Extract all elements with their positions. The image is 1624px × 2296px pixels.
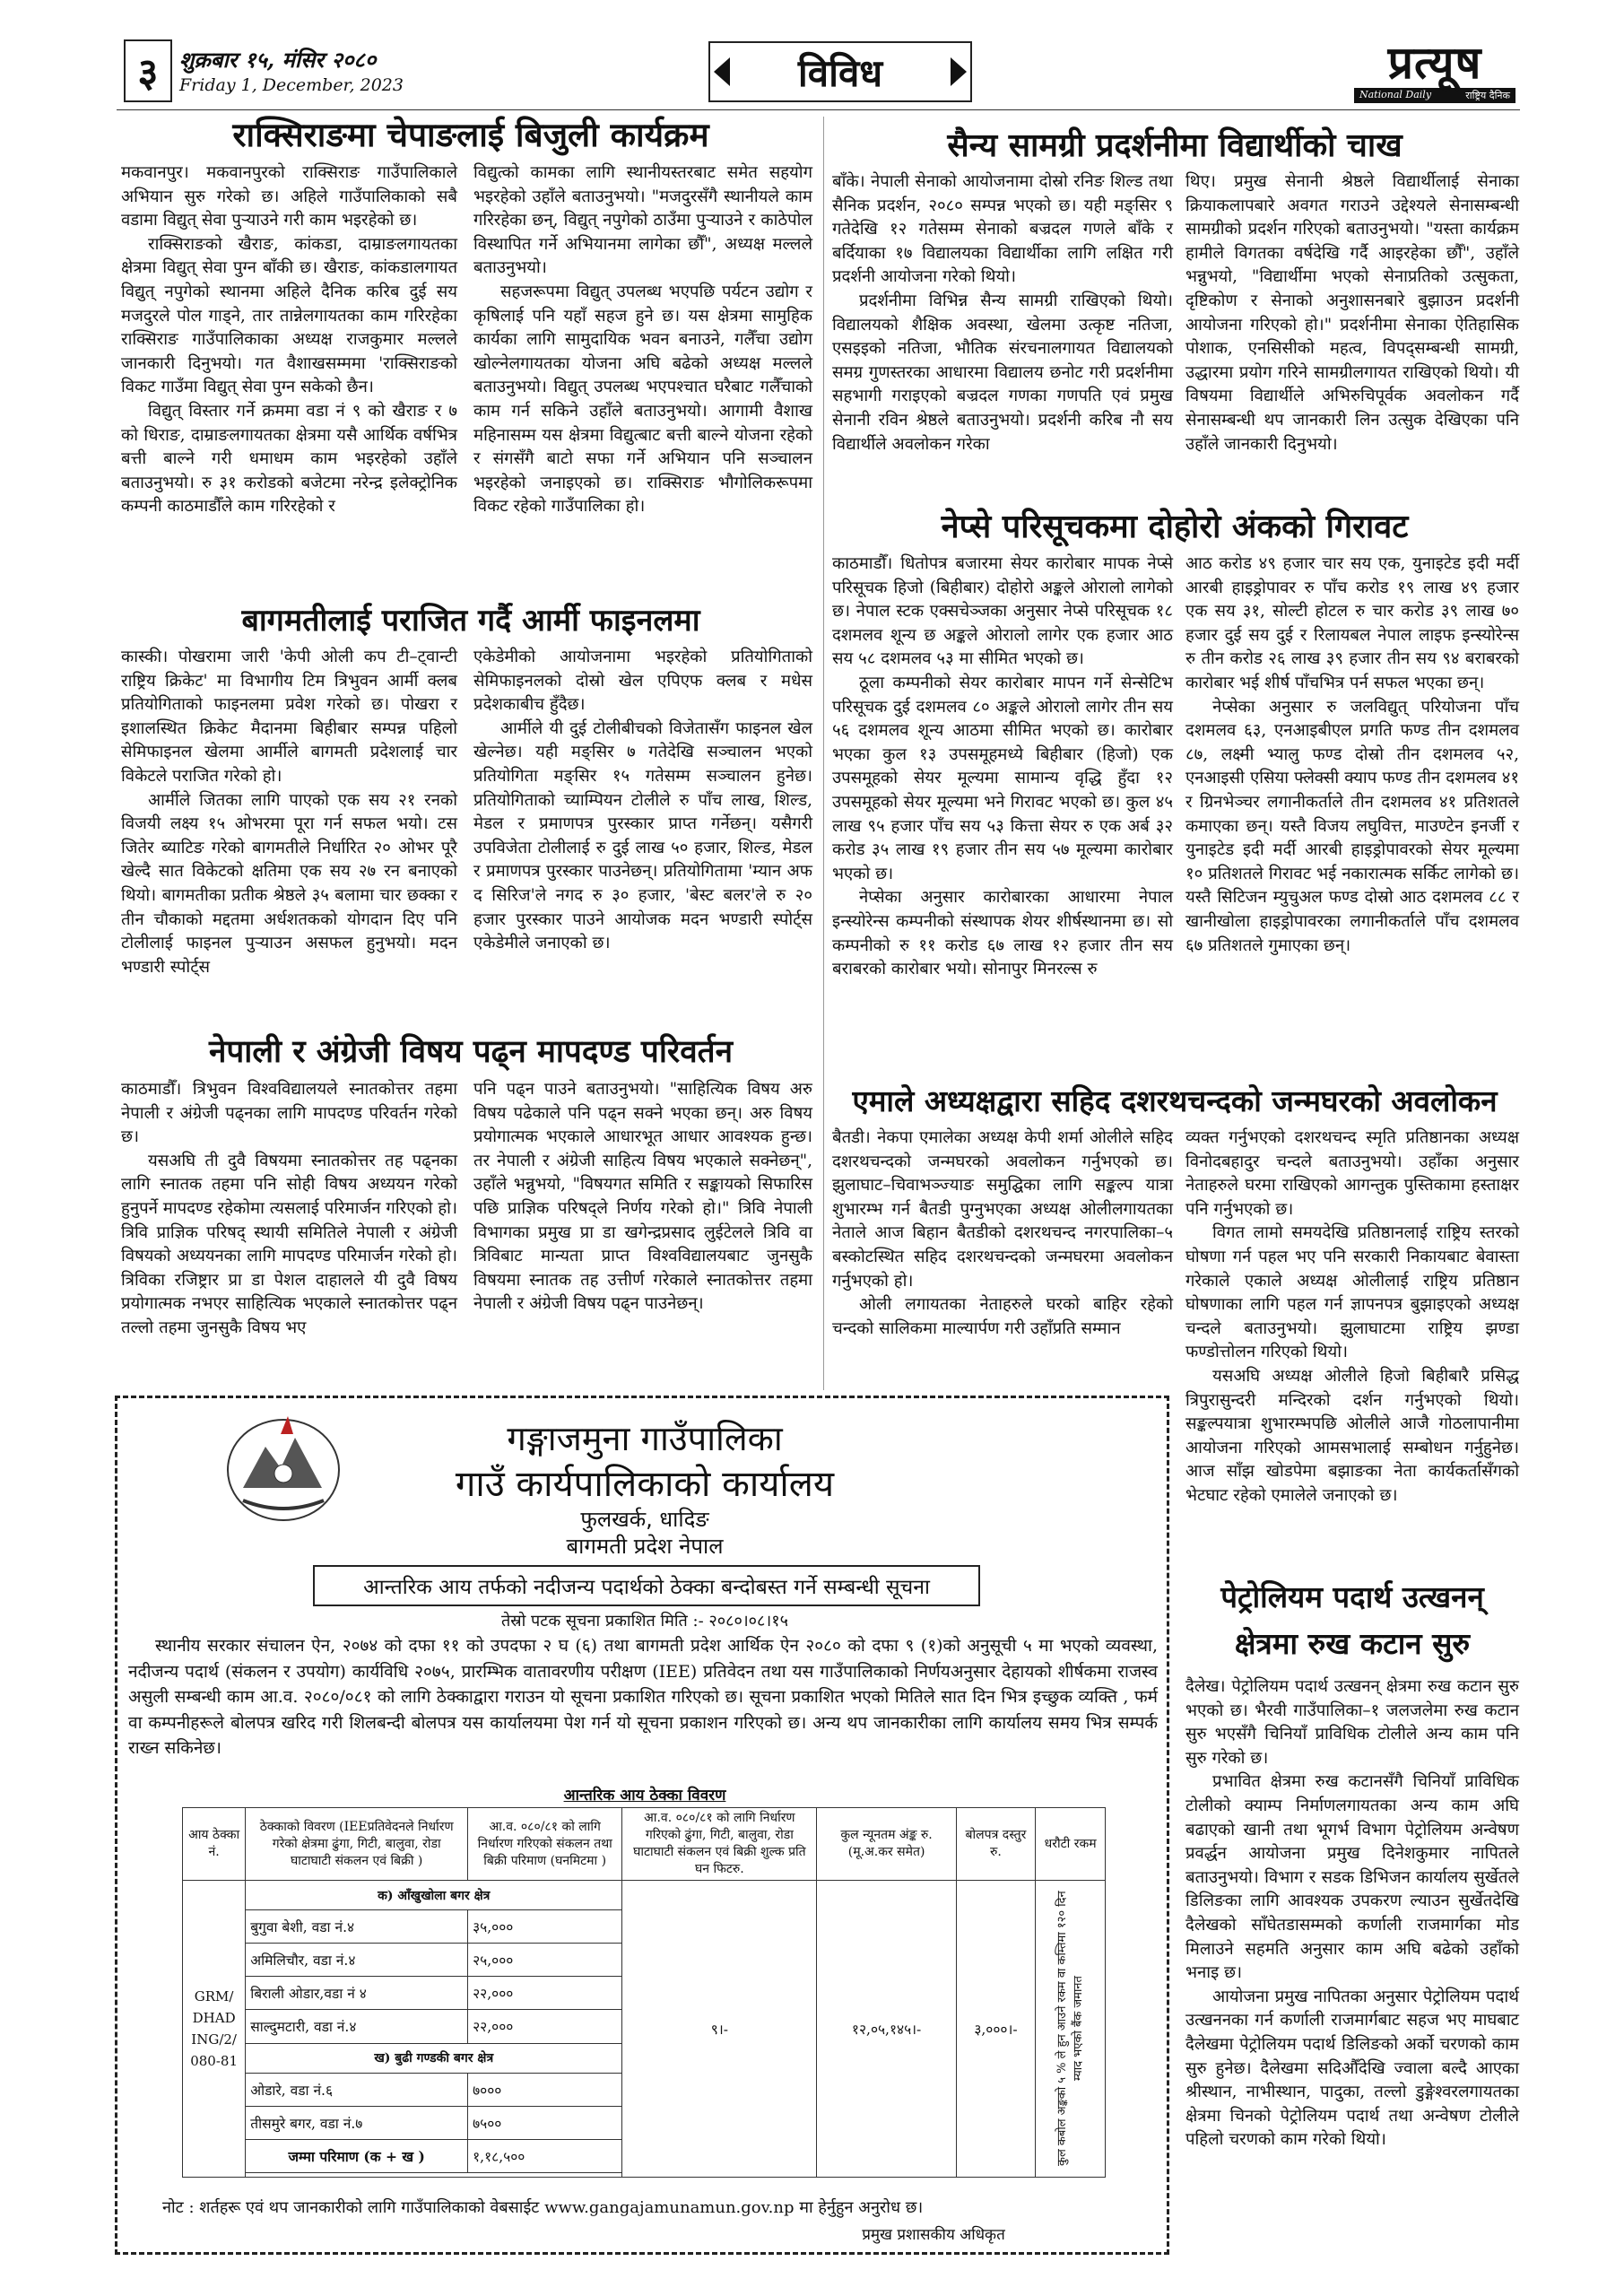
article-exhibit-col1 — [832, 170, 1173, 457]
page-number-box — [124, 39, 172, 102]
article-raksirang-col1 — [121, 161, 457, 519]
masthead-logo — [1354, 36, 1515, 108]
brand-tagline-np: राष्ट्रिय दैनिक — [1465, 90, 1510, 101]
paragraph: बाँके। नेपाली सेनाको आयोजनामा दोस्रो रनिङ शिल्ड तथा सैनिक प्रदर्शन, २०८० सम्पन्न भएको छ। यही मङ्सिर ९ गतेदेखि १२ गतेसम्म सेनाको बज्रदल गणले बाँके र बर्दियाका १७ विद्यालयका विद्यार्थीका लागि लक्षित गरी प्रदर्शनी आयोजना गरेको थियो। — [832, 172, 1173, 287]
paragraph: आठ करोड ४९ हजार चार सय एक, युनाइटेड इदी मर्दी आरबी हाइड्रोपावर रु पाँच करोड १९ लाख ४९ हजार एक सय ३१, सोल्टी होटल रु चार करोड ३९ लाख ७० हजार दुई सय दुई र रिलायबल नेपाल लाइफ इन्स्योरेन्स रु तीन करोड २६ लाख ३९ हजार तीन सय ९४ बराबरको कारोबार भई शीर्ष पाँचभित्र पर्न सफल भएका छन्। — [1185, 554, 1519, 692]
th-description: ठेक्काको विवरण (IEEप्रतिवेदनले निर्धारण गरेको क्षेत्रमा ढुंगा, गिटी, बालुवा, रोडा घाटाघाटी संकलन एवं बिक्री ) — [246, 1808, 468, 1881]
headline-uml-dashrath: एमाले अध्यक्षद्वारा सहिद दशरथचन्दको जन्मघरको अवलोकन — [852, 1083, 1498, 1118]
paragraph: विगत लामो समयदेखि प्रतिष्ठानलाई राष्ट्रिय स्तरको घोषणा गर्न पहल भए पनि सरकारी निकायबाट बेवास्ता गरेकाले एकाले अध्यक्ष ओलीलाई राष्ट्रिय प्रतिष्ठान घोषणाका लागि पहल गर्न ज्ञापनपत्र बुझाइएको अध्यक्ष चन्दले बताउनुभयो। झुलाघाटमा राष्ट्रिय झण्डा फण्डोत्तोलन गरिएको थियो। — [1185, 1223, 1519, 1362]
th-deposit: धरौटी रकम — [1036, 1808, 1106, 1881]
headline-military-exhibit: सैन्य सामग्री प्रदर्शनीमा विद्यार्थीको चाख — [947, 127, 1403, 164]
qty: ७५०० — [468, 2106, 622, 2139]
paragraph: पनि पढ्न पाउने बताउनुभयो। "साहित्यिक विषय अरु विषय पढेकाले पनि पढ्न सक्ने भएका छन्। अरु विषय प्रयोगात्मक भएकाले आधारभूत आधार आवश्यक हुन्छ। तर नेपाली र अंग्रेजी साहित्य विषय भएकाले सक्नेछन्", उहाँले भन्नुभयो, "विषयगत समिति र सङ्कायको सिफारिस पछि प्राज्ञिक परिषद्ले निर्णय गरेको हो।" त्रिवि नेपाली विभागका प्रमुख प्रा डा खगेन्द्रप्रसाद लुईटेलले त्रिवि वा त्रिविबाट मान्यता प्राप्त विश्वविद्यालयबाट जुनसुकै विषयमा स्नातक तह उत्तीर्ण गरेकाले स्नातकोत्तर तहमा नेपाली र अंग्रेजी विषय पढ्न पाउनेछन्। — [473, 1080, 812, 1314]
paragraph: ओली लगायतका नेताहरुले घरको बाहिर रहेको चन्दको सालिकमा माल्यार्पण गरी उहाँप्रति सम्मान — [832, 1295, 1173, 1338]
headline-raksirang: राक्सिराङमा चेपाङलाई बिजुली कार्यक्रम — [232, 116, 709, 154]
article-tu-col1 — [121, 1078, 457, 1341]
article-tu-col2 — [473, 1078, 812, 1317]
paragraph: मकवानपुर। मकवानपुरको राक्सिराङ गाउँपालिकाले अभियान सुरु गरेको छ। अहिले गाउँपालिकाको सबै वडामा विद्युत् सेवा पुर्‍याउने गरी काम भइरहेको छ। — [121, 163, 457, 230]
headline-petroleum-2: क्षेत्रमा रुख कटान सुरु — [1234, 1626, 1471, 1661]
paragraph: आर्मीले जितका लागि पाएको एक सय २१ रनको विजयी लक्ष्य १५ ओभरमा पूरा गर्न सफल भयो। टस जितेर ब्याटिङ गरेको बागमतीले निर्धारित २० ओभर पूरै खेल्दै सात विकेटको क्षतिमा एक सय २७ रन बनाएको थियो। बागमतीका प्रतीक श्रेष्ठले ३५ बलामा चार छक्का र तीन चौकाको मद्दतमा अर्धशतकको योगदान दिए पनि टोलीलाई फाइनल पुर्‍याउन असफल हुनुभयो। मदन भण्डारी स्पोर्ट्स — [121, 790, 457, 977]
headline-army-final: बागमतीलाई पराजित गर्दै आर्मी फाइनलमा — [241, 603, 700, 639]
paragraph: नेप्सेका अनुसार कारोबारका आधारमा नेपाल इन्स्योरेन्स कम्पनीको संस्थापक शेयर शीर्षस्थानमा छ। सो कम्पनीको रु ११ करोड ६७ लाख १२ हजार तीन सय बराबरको कारोबार भयो। सोनापुर मिनरल्स रु — [832, 888, 1173, 979]
paragraph: थिए। प्रमुख सेनानी श्रेष्ठले विद्यार्थीलाई सेनाका क्रियाकलापबारे अवगत गराउने उद्देश्यले सेनासम्बन्धी सामग्रीको प्रदर्शन गरिएको बताउनुभयो। "यस्ता कार्यक्रम हामीले विगतका वर्षदेखि गर्दै आइरहेका छौँ", उहाँले भन्नुभयो, "विद्यार्थीमा भएको सेनाप्रतिको उत्सुकता, दृष्टिकोण र सेनाको अनुशासनबारे बुझाउन प्रदर्शनी आयोजना गरिएको हो।" प्रदर्शनीमा सेनाका ऐतिहासिक पोशाक, एनसिसीको महत्व, विपद्सम्बन्धी सामग्री, उद्धारमा प्रयोग गरिने सामग्रीलगायत राखिएको थियो। यी विषयमा विद्यार्थीले अभिरुचिपूर्वक अवलोकन गर्दै सेनासम्बन्धी थप जानकारी लिन उत्सुक देखिएका पनि उहाँले जानकारी दिनुभयो। — [1185, 172, 1519, 454]
notice-signature: प्रमुख प्रशासकीय अधिकृत — [862, 2226, 1005, 2244]
article-army-col1 — [121, 646, 457, 979]
paragraph: विद्युत् विस्तार गर्ने क्रममा वडा नं ९ को खैराङ र ७ को धिराङ, दाम्राङलगायतका क्षेत्रमा यसै आर्थिक वर्षभित्र बत्ती बाल्ने गरी धमाधम काम भइरहेको उहाँले बताउनुभयो। रु ३१ करोडको बजेटमा नरेन्द्र इलेक्ट्रोनिक कम्पनी काठमाडौँले काम गरिरहेको र — [121, 401, 457, 517]
qty: ३५,००० — [468, 1910, 622, 1944]
headline-petroleum-1: पेट्रोलियम पदार्थ उत्खनन् — [1220, 1579, 1484, 1614]
paragraph: ठूला कम्पनीको सेयर कारोबार मापन गर्ने सेन्सेटिभ परिसूचक दुई दशमलव ८० अङ्कले ओरालो लागेर तीन सय ५६ दशमलव शून्य आठमा सीमित भएको छ। कारोबार भएका कुल १३ उपसमूहमध्ये बिहीबार (हिजो) एक उपसमूहको सेयर मूल्यमा सामान्य वृद्धि हुँदा १२ उपसमूहको सेयर मूल्यमा भने गिरावट भएको छ। कुल ४५ लाख ९५ हजार पाँच सय ५३ कित्ता सेयर रु एक अर्ब ३२ करोड ३५ लाख १९ हजार तीन सय ५७ मूल्यमा कारोबार भएको छ। — [832, 673, 1173, 883]
total-label: जम्मा परिमाण (क + ख ) — [246, 2139, 468, 2172]
paragraph: विद्युत्को कामका लागि स्थानीयस्तरबाट समेत सहयोग भइरहेको उहाँले बताउनुभयो। "मजदुरसँगै स्थानीयले काम गरिरहेका छन्, विद्युत् नपुगेको ठाउँमा पुर्‍याउने र काठेपोल विस्थापित गर्ने अभियानमा लागेका छौँ", अध्यक्ष मल्लले बताउनुभयो। — [473, 163, 812, 278]
org-office: गाउँ कार्यपालिकाको कार्यालय — [455, 1464, 835, 1505]
section-title: विविध — [797, 50, 883, 95]
article-exhibit-col2 — [1185, 170, 1519, 457]
brand-name: प्रत्यूष — [1387, 37, 1482, 89]
paragraph: यसअघि ती दुवै विषयमा स्नातकोत्तर तह पढ्नका लागि स्नातक तहमा पनि सोही विषय अध्ययन गरेको हुनुपर्ने मापदण्ड रहेकोमा त्यसलाई परिमार्जन गरिएको हो। त्रिवि प्राज्ञिक परिषद् स्थायी समितिले नेपाली र अंग्रेजी विषयको अध्ययनका लागि मापदण्ड परिमार्जन गरेको हो। त्रिविका रजिष्ट्रार प्रा डा पेशल दाहालले यी दुवै विषय प्रयोगात्मक नभएर साहित्यिक भएकाले स्नातकोत्तर पढ्न तल्लो तहमा जुनसुकै विषय भए — [121, 1151, 457, 1337]
place: बिराली ओडार,वडा नं ४ — [246, 1977, 468, 2010]
article-dashrath-col2 — [1185, 1126, 1519, 1509]
min-amount-value: १२,०५,१४५।- — [817, 1881, 956, 2178]
paragraph: राक्सिराङको खैराङ, कांकडा, दाम्राङलगायतका क्षेत्रमा विद्युत् सेवा पुग्न बाँकी छ। खैराङ, कांकडालगायत विद्युत् नपुगेको स्थानमा अहिले दैनिक करिब दुई सय मजदुरले पोल गाड्ने, तार तान्नेलगायतका काम गरिरहेका राक्सिराङ गाउँपालिकाका अध्यक्ष राजकुमार मल्लले जानकारी दिनुभयो। गत वैशाखसम्ममा 'राक्सिराङको विकट गाउँमा विद्युत् सेवा पुग्न सकेको छैन। — [121, 234, 457, 397]
th-min-amount: कुल न्यूनतम अंङ्क रु. (मू.अ.कर समेत) — [817, 1808, 956, 1881]
qty: २२,००० — [468, 2010, 622, 2043]
table-caption: आन्तरिक आय ठेक्का विवरण — [563, 1787, 726, 1805]
date-nepali: शुक्रबार १५, मंसिर २०८० — [179, 47, 377, 73]
paragraph: सहजरूपमा विद्युत् उपलब्ध भएपछि पर्यटन उद्योग र कृषिलाई पनि यहाँ सहज हुने छ। यस क्षेत्रमा सामुहिक कार्यका लागि सामुदायिक भवन बनाउने, गलैँचा उद्योग खोल्नेलगायतका योजना अघि बढेको अध्यक्ष मल्लले बताउनुभयो। विद्युत् उपलब्ध भएपश्चात घरैबाट गलैँचाको काम गर्न सकिने उहाँले बताउनुभयो। आगामी वैशाख महिनासम्म यस क्षेत्रमा विद्युत्बाट बत्ती बाल्ने योजना रहेको र संगसँगै बाटो सफा गर्ने अभियान पनि सञ्चालन भइरहेको जनाइएको छ। राक्सिराङ भौगोलिकरूपमा विकट रहेको गाउँपालिका हो। — [473, 282, 812, 517]
headline-nepali-english: नेपाली र अंग्रेजी विषय पढ्न मापदण्ड परिवर्तन — [208, 1034, 734, 1070]
total-qty: १,१८,५०० — [468, 2139, 622, 2172]
notice-title-box — [313, 1565, 980, 1606]
bid-fee-value: ३,०००।- — [956, 1881, 1035, 2178]
paragraph: काठमाडौँ। त्रिभुवन विश्वविद्यालयले स्नातकोत्तर तहमा नेपाली र अंग्रेजी पढ्नका लागि मापदण्ड परिवर्तन गरेको छ। — [121, 1080, 457, 1147]
qty: २५,००० — [468, 1944, 622, 1977]
article-nepse-col2 — [1185, 552, 1519, 958]
th-quantity: आ.व. ०८०/८१ को लागि निर्धारण गरिएको संकलन तथा बिक्री परिमाण (घनमिटमा ) — [468, 1808, 622, 1881]
org-address: फुलखर्क, धादिङ — [580, 1507, 709, 1532]
article-dashrath-col1 — [832, 1126, 1173, 1341]
notice-footnote: नोट : शर्तहरू एवं थप जानकारीको लागि गाउँपालिकाको वेबसाईट www.gangajamunamun.gov.np मा हेर्नुहुन अनुरोध छ। — [162, 2198, 924, 2217]
qty: ७००० — [468, 2073, 622, 2106]
headline-nepse: नेप्से परिसूचकमा दोहोरो अंकको गिरावट — [941, 509, 1409, 545]
place: अमिलिचौर, वडा नं.४ — [246, 1944, 468, 1977]
section-header — [708, 41, 972, 102]
masthead-rule — [117, 109, 1520, 110]
place: बुगुवा बेशी, वडा नं.४ — [246, 1910, 468, 1944]
notice-title: आन्तरिक आय तर्फको नदीजन्य पदार्थको ठेक्का बन्दोबस्त गर्ने सम्बन्धी सूचना — [363, 1576, 930, 1599]
article-army-col2 — [473, 646, 812, 956]
page-number: ३ — [137, 50, 159, 96]
place: ओडारे, वडा नं.६ — [246, 2073, 468, 2106]
arrow-right-icon — [951, 57, 967, 86]
public-notice — [115, 1396, 1169, 2255]
th-rate: आ.व. ०८०/८१ को लागि निर्धारण गरिएको ढुंगा, गिटी, बालुवा, रोडा घाटाघाटी संकलन एवं बिक्री शुल्क प्रति घन फिटरु. — [622, 1808, 817, 1881]
notice-body: स्थानीय सरकार संचालन ऐन, २०७४ को दफा ११ को उपदफा २ घ (६) तथा बागमती प्रदेश आर्थिक ऐन २०८० को दफा ९ (१)को अनुसूची ५ मा भएको व्यवस्था, नदीजन्य पदार्थ (संकलन र उपयोग) कार्यविधि २०७५, प्रारम्भिक वातावरणीय परीक्षण (IEE) प्रतिवेदन तथा यस गाउँपालिकाको निर्णयअनुसार देहायको शीर्षकमा राजस्व असुली सम्बन्धी काम आ.व. २०८०/०८१ को लागि ठेक्काद्वारा गराउन यो सूचना प्रकाशित गरिएको छ। सूचना प्रकाशित भएको मितिले सात दिन भित्र इच्छुक व्यक्ति , फर्म वा कम्पनीहरूले बोलपत्र खरिद गरी शिलबन्दी बोलपत्र यस कार्यालयमा पेश गर्न यो सूचना प्रकाशन गरिएको छ। अन्य थप जानकारीका लागि कार्यालय समय भित्र सम्पर्क राख्न सकिनेछ। — [128, 1636, 1158, 1758]
group-b-label: ख) बुढी गण्डकी बगर क्षेत्र — [246, 2043, 622, 2073]
place: तीसमुरे बगर, वडा नं.७ — [246, 2106, 468, 2139]
org-province: बागमती प्रदेश नेपाल — [566, 1534, 724, 1559]
th-bid-fee: बोलपत्र दस्तुर रु. — [956, 1808, 1035, 1881]
paragraph: प्रदर्शनीमा विभिन्न सैन्य सामग्री राखिएको थियो। विद्यालयको शैक्षिक अवस्था, खेलमा उत्कृष्ट नतिजा, एसइइको नतिजा, भौतिक संरचनालगायत विद्यालयको समग्र गुणस्तरका आधारमा विद्यालय छनोट गरी प्रदर्शनीमा सहभागी गराइएको बज्रदल गणका गणपति एवं प्रमुख सेनानी रविन श्रेष्ठले बताउनुभयो। प्रदर्शनी करिब नौ सय विद्यार्थीले अवलोकन गरेका — [832, 291, 1173, 454]
deposit-text: कुल कबोल अङ्कको ५ % ले हुन आउने रकम वा कम्तिमा १२० दिन म्याद भएको बैंक जमानत — [1055, 1891, 1085, 2167]
paragraph: व्यक्त गर्नुभएको दशरथचन्द स्मृति प्रतिष्ठानका अध्यक्ष विनोदबहादुर चन्दले बताउनुभयो। उहाँका अनुसार नेताहरुले घरमा राखिएको आगन्तुक पुस्तिकामा हस्ताक्षर पनि गर्नुभएको छ। — [1185, 1128, 1519, 1219]
article-raksirang-col2 — [473, 161, 812, 519]
group-a-label: क) आँखुखोला बगर क्षेत्र — [246, 1881, 622, 1910]
rate-value: ९।- — [622, 1881, 817, 2178]
publish-date: तेस्रो पटक सूचना प्रकाशित मिति :- २०८०।०८।१५ — [501, 1612, 788, 1631]
paragraph: बैतडी। नेकपा एमालेका अध्यक्ष केपी शर्मा ओलीले सहिद दशरथचन्दको जन्मघरको अवलोकन गर्नुभएको छ। झुलाघाट–चिवाभञ्ज्याङ समुद्घिका लागि सङ्कल्प यात्रा शुभारम्भ गर्न बैतडी पुग्नुभएका अध्यक्ष ओलीलगायतका नेताले आज बिहान बैतडीको दशरथचन्द नगरपालिका–५ बस्कोटस्थित सहिद दशरथचन्दको जन्मघरमा अवलोकन गर्नुभएको हो। — [832, 1128, 1173, 1291]
deposit-cell — [1036, 1881, 1106, 2178]
th-contract-no: आय ठेक्का नं. — [183, 1808, 246, 1881]
paragraph: कास्की। पोखरामा जारी 'केपी ओली कप टी–ट्वान्टी राष्ट्रिय क्रिकेट' मा विभागीय टिम त्रिभुवन आर्मी क्लब प्रतियोगिताको फाइनलमा प्रवेश गरेको छ। पोखरा र इशालस्थित क्रिकेट मैदानमा बिहीबार सम्पन्न पहिलो सेमिफाइनल खेलमा आर्मीले बागमती प्रदेशलाई चार विकेटले पराजित गरेको हो। — [121, 648, 457, 786]
qty: २२,००० — [468, 1977, 622, 2010]
arrow-left-icon — [714, 57, 730, 86]
article-nepse-col1 — [832, 552, 1173, 982]
contract-no: GRM/ DHAD ING/2/ 080-81 — [183, 1881, 246, 2178]
article-petroleum — [1185, 1675, 1519, 2152]
paragraph: दैलेख। पेट्रोलियम पदार्थ उत्खनन् क्षेत्रमा रुख कटान सुरु भएको छ। भैरवी गाउँपालिका–१ जलजलेमा रुख कटान सुरु भएसँगै चिनियाँ प्राविधिक टोलीले अन्य काम पनि सुरु गरेको छ। — [1185, 1677, 1519, 1768]
place: साल्दुमटारी, वडा नं.४ — [246, 2010, 468, 2043]
date-english: Friday 1, December, 2023 — [179, 75, 404, 95]
paragraph: काठमाडौँ। धितोपत्र बजारमा सेयर कारोबार मापक नेप्से परिसूचक हिजो (बिहीबार) दोहोरो अङ्कले ओरालो लागेको छ। नेपाल स्टक एक्सचेञ्जका अनुसार नेप्से परिसूचक १८ दशमलव शून्य छ अङ्कले ओरालो लागेर एक हजार आठ सय ५८ दशमलव ५३ मा सीमित भएको छ। — [832, 554, 1173, 669]
paragraph: आयोजना प्रमुख नापितका अनुसार पेट्रोलियम पदार्थ उत्खननका गर्न कर्णाली राजमार्गबाट सहज भए माघबाट दैलेखमा पेट्रोलियम पदार्थ डिलिङको अर्को चरणको काम सुरु हुनेछ। दैलेखमा सदिऔँदेखि ज्वाला बल्दै आएका श्रीस्थान, नाभीस्थान, पादुका, तल्लो डुङ्गेश्वरलगायतका क्षेत्रमा चिनको पेट्रोलियम पदार्थ तथा अन्वेषण टोलीले पहिलो चरणको काम गरेको थियो। — [1185, 1987, 1519, 2150]
brand-tagline-en: National Daily — [1359, 89, 1432, 100]
paragraph: प्रभावित क्षेत्रमा रुख कटानसँगै चिनियाँ प्राविधिक टोलीको क्याम्प निर्माणलगायतका अन्य काम अघि बढाएको खानी तथा भूगर्भ विभाग पेट्रोलियम अन्वेषण प्रवर्द्धन आयोजना प्रमुख दिनेशकुमार नापितले बताउनुभयो। विभाग र सडक डिभिजन कार्यालय सुर्खेतले डिलिङका लागि आवश्यक उपकरण ल्याउन सुर्खेतदेखि दैलेखको साँघेतडासम्मको कर्णाली राजमार्गका मोड मिलाउने सहमति अनुसार काम अघि बढेको उहाँको भनाइ छ। — [1185, 1772, 1519, 1983]
paragraph: एकेडेमीको आयोजनामा भइरहेको प्रतियोगिताको सेमिफाइनलको दोस्रो खेल एपिएफ क्लब र मधेस प्रदेशकाबीच हुँदैछ। — [473, 648, 812, 715]
paragraph: आर्मीले यी दुई टोलीबीचको विजेतासँग फाइनल खेल खेल्नेछ। यही मङ्सिर ७ गतेदेखि सञ्चालन भएको प्रतियोगिता मङ्सिर १५ गतेसम्म सञ्चालन हुनेछ। प्रतियोगिताको च्याम्पियन टोलीले रु पाँच लाख, शिल्ड, मेडल र प्रमाणपत्र पुरस्कार प्राप्त गर्नेछन्। यसैगरी उपविजेता टोलीलाई रु दुई लाख ५० हजार, शिल्ड, मेडल र प्रमाणपत्र पुरस्कार पाउनेछन्। प्रतियोगितामा 'म्यान अफ द सिरिज'ले नगद रु ३० हजार, 'बेस्ट बलर'ले रु २० हजार पुरस्कार पाउने आयोजक मदन भण्डारी स्पोर्ट्स एकेडेमीले जनाएको छ। — [473, 718, 812, 953]
paragraph: यसअघि अध्यक्ष ओलीले हिजो बिहीबारै प्रसिद्ध त्रिपुरासुन्दरी मन्दिरको दर्शन गर्नुभएको थियो। सङ्कल्पयात्रा शुभारम्भपछि ओलीले आजै गोठलापानीमा आयोजना गरिएको आमसभालाई सम्बोधन गर्नुहुनेछ। आज साँझ खोडपेमा बझाङका नेता कार्यकर्तासँगको भेटघाट रहेको एमालेले जनाएको छ। — [1185, 1366, 1519, 1505]
org-name: गङ्गाजमुना गाउँपालिका — [507, 1419, 783, 1458]
paragraph: नेप्सेका अनुसार रु जलविद्युत् परियोजना पाँच दशमलव ६३, एनआइबीएल प्रगति फण्ड तीन दशमलव ८७, लक्ष्मी भ्यालु फण्ड दोस्रो तीन दशमलव ५२, एनआइसी एसिया फ्लेक्सी क्याप फण्ड तीन दशमलव ४१ र ग्रिनभेञ्चर लगानीकर्ताले तीन दशमलव ४१ प्रतिशतले कमाएका छन्। यस्तै विजय लघुवित्त, माउण्टेन इनर्जी र युनाइटेड इदी मर्दी आरबी हाइड्रोपावरको सेयर मूल्यमा १० प्रतिशतले गिरावट भई नकारात्मक सर्किट लागेको छ। यस्तै सिटिजन म्युचुअल फण्ड दोस्रो आठ दशमलव ८८ र खानीखोला हाइड्रोपावरका लगानीकर्ताले पाँच दशमलव ६७ प्रतिशतले गुमाएका छन्। — [1185, 697, 1519, 955]
contract-table — [182, 1807, 1106, 2178]
column-divider — [823, 117, 824, 1390]
